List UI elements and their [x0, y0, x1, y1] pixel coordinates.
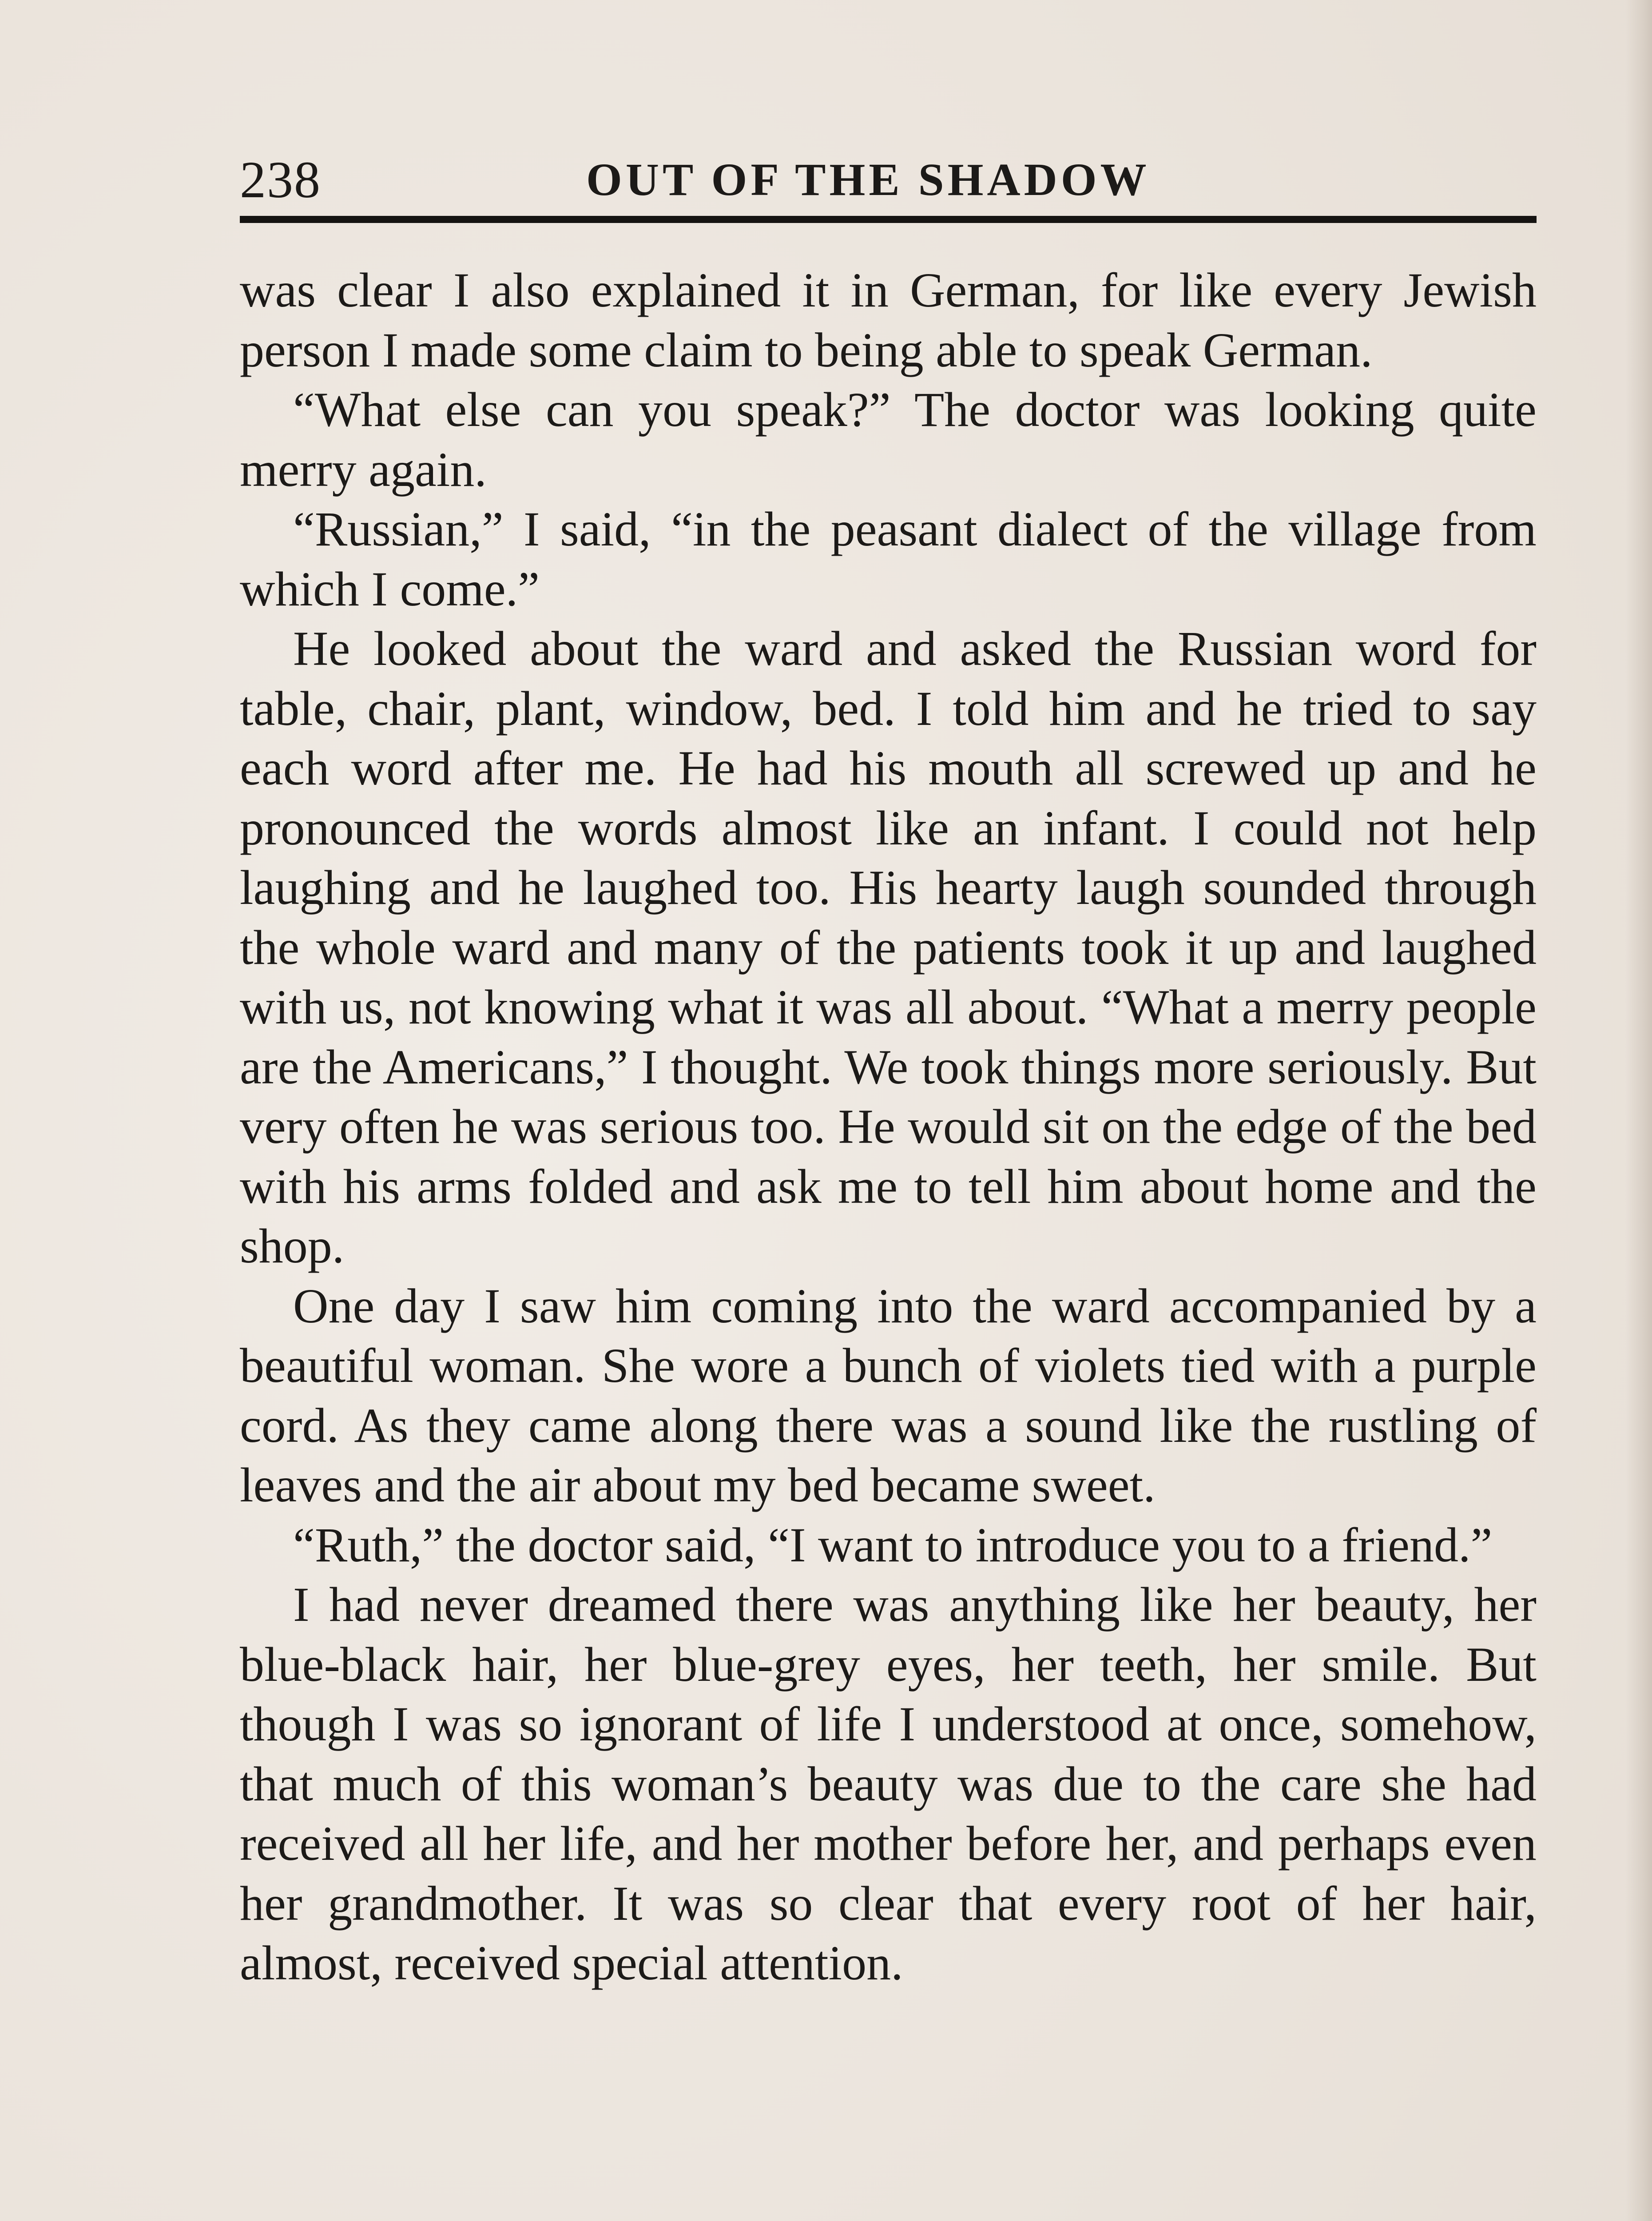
paragraph: I had never dreamed there was anything like her beauty, her blue-black hair, her blue-grey eyes, her teeth, her smile. But though I was so ignorant of life I understood at once, somehow, that much of this woman’s beauty was due to the care she had received all her life, and her mother before her, and perhaps even her grandmother. It was so clear that every root of her hair, almost, received special attention.	[240, 1577, 1537, 1990]
paragraph: One day I saw him coming into the ward accompanied by a beautiful woman. She wore a bunch of violets tied with a purple cord. As they came along there was a sound like the rustling of leaves and the air about my bed became sweet.	[240, 1278, 1537, 1512]
page-header	[240, 147, 1537, 213]
page-number: 238	[240, 151, 321, 209]
paragraph: was clear I also explained it in German, for like every Jewish person I made some claim to being able to speak German.	[240, 263, 1537, 377]
body-text	[240, 260, 1537, 1993]
paragraph: “Ruth,” the doctor said, “I want to introduce you to a friend.”	[293, 1517, 1493, 1572]
paragraph: “What else can you speak?” The doctor was looking quite merry again.	[240, 382, 1537, 497]
paragraph: “Russian,” I said, “in the peasant dialect of the village from which I come.”	[240, 502, 1537, 616]
header-rule	[240, 216, 1537, 223]
page-edge-shadow	[1625, 0, 1652, 2221]
running-head: OUT OF THE SHADOW	[586, 154, 1150, 205]
paragraph: He looked about the ward and asked the Russian word for table, chair, plant, window, bed. I told him and he tried to say each word after me. He had his mouth all screwed up and he pronounced the words almost like an infant. I could not help laughing and he laughed too. His hearty laugh sounded through the whole ward and many of the patients took it up and laughed with us, not knowing what it was all about. “What a merry people are the Americans,” I thought. We took things more seriously. But very often he was serious too. He would sit on the edge of the bed with his arms folded and ask me to tell him about home and the shop.	[240, 621, 1537, 1273]
